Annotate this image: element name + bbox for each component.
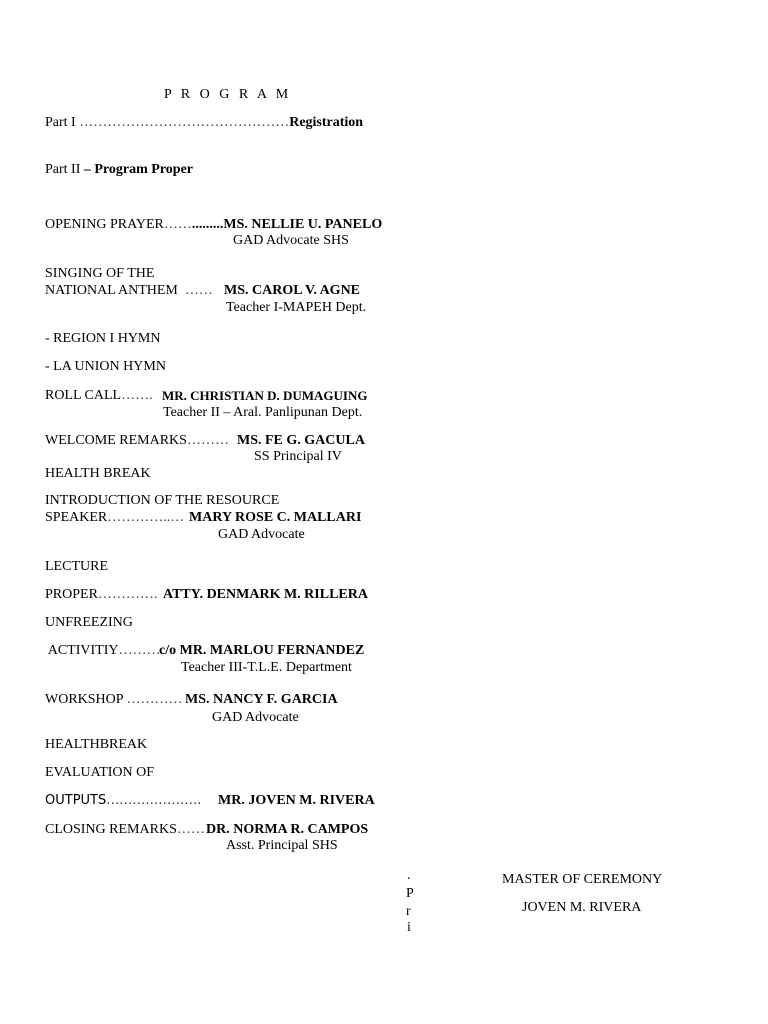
program-item-introduction <box>45 510 184 526</box>
part-one-dots: ……………………………………… <box>79 115 290 130</box>
item-speaker: DR. NORMA R. CAMPOS <box>206 822 369 837</box>
part-two-value: – Program Proper <box>83 162 194 177</box>
margin-char: P <box>406 886 414 901</box>
item-speaker: MS. CAROL V. AGNE <box>224 283 361 298</box>
item-role: GAD Advocate SHS <box>233 233 349 248</box>
program-item-la-union-hymn: - LA UNION HYMN <box>45 359 166 374</box>
program-item-evaluation-outputs <box>45 793 201 809</box>
item-role: Asst. Principal SHS <box>226 838 338 853</box>
item-label-line2: ACTIVITIY <box>45 643 119 658</box>
item-label: ROLL CALL <box>45 388 122 403</box>
program-item-opening-prayer <box>45 217 382 233</box>
item-dots: …… <box>184 283 213 298</box>
item-dots: ……… <box>186 433 229 448</box>
part-two-line <box>45 162 193 178</box>
item-dots: ……. <box>121 388 153 403</box>
program-item-lecture-proper <box>45 587 157 603</box>
item-role: Teacher I-MAPEH Dept. <box>226 300 367 315</box>
item-dots: …………………. <box>106 793 202 808</box>
item-role: SS Principal IV <box>254 449 342 464</box>
item-label-line1: UNFREEZING <box>45 615 133 630</box>
item-dots: …………..… <box>107 510 185 525</box>
item-role: GAD Advocate <box>218 527 305 542</box>
program-item-national-anthem <box>45 283 213 299</box>
item-speaker: MS. FE G. GACULA <box>237 433 365 448</box>
program-item-unfreezing-activity <box>45 643 161 659</box>
item-dots: …… <box>176 822 205 837</box>
part-one-line <box>45 115 363 131</box>
item-speaker: MR. JOVEN M. RIVERA <box>218 793 375 808</box>
item-label: OPENING PRAYER <box>45 217 164 232</box>
item-label-line1: SINGING OF THE <box>45 266 155 281</box>
part-one-value: Registration <box>289 115 364 130</box>
item-label: CLOSING REMARKS <box>45 822 177 837</box>
program-title: P R O G R A M <box>164 87 292 102</box>
mc-name: JOVEN M. RIVERA <box>522 900 642 915</box>
item-role: GAD Advocate <box>212 710 299 725</box>
item-speaker: MS. NELLIE U. PANELO <box>223 217 383 232</box>
program-item-closing-remarks <box>45 822 205 838</box>
item-dots-2: ......... <box>191 217 224 232</box>
program-item-workshop <box>45 692 183 708</box>
item-label: WORKSHOP <box>45 692 127 707</box>
item-label-line2: NATIONAL ANTHEM <box>45 283 178 298</box>
program-item-healthbreak: HEALTHBREAK <box>45 737 148 752</box>
item-speaker: MR. CHRISTIAN D. DUMAGUING <box>162 388 368 403</box>
item-label: WELCOME REMARKS <box>45 433 187 448</box>
part-two-label: Part II <box>45 162 84 177</box>
part-one-label: Part I <box>45 115 80 130</box>
item-dots: …………. <box>97 587 158 602</box>
item-speaker: MS. NANCY F. GARCIA <box>185 692 338 707</box>
program-item-health-break: HEALTH BREAK <box>45 466 151 481</box>
item-label-line2: PROPER <box>45 587 98 602</box>
item-role: Teacher III-T.L.E. Department <box>181 660 352 675</box>
item-label-line1: INTRODUCTION OF THE RESOURCE <box>45 493 280 508</box>
item-speaker: c/o MR. MARLOU FERNANDEZ <box>159 643 365 658</box>
program-item-welcome-remarks <box>45 433 229 449</box>
item-label-line2: SPEAKER <box>45 510 108 525</box>
margin-char: i <box>407 920 411 935</box>
item-speaker: MARY ROSE C. MALLARI <box>189 510 362 525</box>
margin-char: . <box>407 868 411 883</box>
item-role: Teacher II – Aral. Panlipunan Dept. <box>163 405 363 420</box>
item-speaker: ATTY. DENMARK M. RILLERA <box>163 587 368 602</box>
item-dots: ………… <box>126 692 183 707</box>
item-dots: …… <box>163 217 192 232</box>
item-dots: ……… <box>118 643 161 658</box>
item-label-line2: OUTPUTS <box>45 793 107 808</box>
mc-title: MASTER OF CEREMONY <box>502 872 663 887</box>
item-label-line1: EVALUATION OF <box>45 765 155 780</box>
program-item-region-hymn: - REGION I HYMN <box>45 331 161 346</box>
program-item-roll-call <box>45 388 153 404</box>
margin-char: r <box>406 904 411 919</box>
item-label-line1: LECTURE <box>45 559 108 574</box>
